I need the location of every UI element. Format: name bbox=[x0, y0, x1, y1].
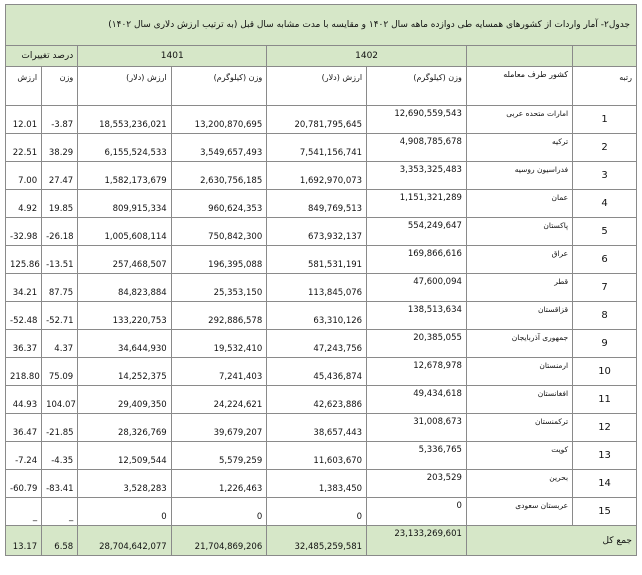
rank-header-spacer bbox=[573, 46, 637, 67]
total-change-value: 13.17 bbox=[6, 526, 42, 556]
value-1402-cell: 113,845,076 bbox=[267, 274, 367, 302]
value-1402-cell: 581,531,191 bbox=[267, 246, 367, 274]
change-weight-cell: 75.09 bbox=[42, 358, 78, 386]
country-cell: کویت bbox=[466, 442, 572, 470]
rank-cell: 15 bbox=[573, 498, 637, 526]
weight-1401-cell: 5,579,259 bbox=[171, 442, 267, 470]
weight-1402-cell: 138,513,634 bbox=[367, 302, 467, 330]
weight-1401-cell: 960,624,353 bbox=[171, 190, 267, 218]
year-1402-header: 1402 bbox=[267, 46, 467, 67]
country-cell: ترکمنستان bbox=[466, 414, 572, 442]
value-1401-cell: 257,468,507 bbox=[78, 246, 171, 274]
country-cell: عربستان سعودی bbox=[466, 498, 572, 526]
weight-1402-cell: 0 bbox=[367, 498, 467, 526]
change-value-cell: -60.79 bbox=[6, 470, 42, 498]
table-row bbox=[6, 358, 637, 386]
value-1402-cell: 673,932,137 bbox=[267, 218, 367, 246]
rank-cell: 13 bbox=[573, 442, 637, 470]
weight-1401-cell: 7,241,403 bbox=[171, 358, 267, 386]
table-row bbox=[6, 414, 637, 442]
total-value-1401: 28,704,642,077 bbox=[78, 526, 171, 556]
country-cell: پاکستان bbox=[466, 218, 572, 246]
table-row bbox=[6, 386, 637, 414]
header-1402-value: ارزش (دلار) bbox=[267, 67, 367, 106]
rank-cell: 3 bbox=[573, 162, 637, 190]
change-weight-cell: -3.87 bbox=[42, 106, 78, 134]
table-row bbox=[6, 330, 637, 358]
weight-1401-cell: 25,353,150 bbox=[171, 274, 267, 302]
value-1401-cell: 133,220,753 bbox=[78, 302, 171, 330]
change-weight-cell: 19.85 bbox=[42, 190, 78, 218]
value-1402-cell: 47,243,756 bbox=[267, 330, 367, 358]
table-row bbox=[6, 106, 637, 134]
weight-1402-cell: 49,434,618 bbox=[367, 386, 467, 414]
change-value-cell: 36.37 bbox=[6, 330, 42, 358]
value-1401-cell: 28,326,769 bbox=[78, 414, 171, 442]
change-value-cell: 34.21 bbox=[6, 274, 42, 302]
country-cell: ترکیه bbox=[466, 134, 572, 162]
value-1401-cell: 84,823,884 bbox=[78, 274, 171, 302]
rank-cell: 7 bbox=[573, 274, 637, 302]
weight-1402-cell: 47,600,094 bbox=[367, 274, 467, 302]
title-row bbox=[6, 5, 637, 46]
value-1401-cell: 1,582,173,679 bbox=[78, 162, 171, 190]
weight-1401-cell: 2,630,756,185 bbox=[171, 162, 267, 190]
country-cell: عمان bbox=[466, 190, 572, 218]
country-cell: فدراسیون روسیه bbox=[466, 162, 572, 190]
rank-cell: 12 bbox=[573, 414, 637, 442]
weight-1402-cell: 1,151,321,289 bbox=[367, 190, 467, 218]
total-value-1402: 32,485,259,581 bbox=[267, 526, 367, 556]
country-cell: ارمنستان bbox=[466, 358, 572, 386]
change-weight-cell: 38.29 bbox=[42, 134, 78, 162]
value-1402-cell: 1,692,970,073 bbox=[267, 162, 367, 190]
change-weight-cell: -4.35 bbox=[42, 442, 78, 470]
rank-cell: 6 bbox=[573, 246, 637, 274]
change-weight-cell: 4.37 bbox=[42, 330, 78, 358]
change-value-cell: 4.92 bbox=[6, 190, 42, 218]
table-row bbox=[6, 134, 637, 162]
value-1401-cell: 1,005,608,114 bbox=[78, 218, 171, 246]
value-1401-cell: 18,553,236,021 bbox=[78, 106, 171, 134]
total-label: جمع کل bbox=[466, 526, 636, 556]
rank-cell: 4 bbox=[573, 190, 637, 218]
column-header-row bbox=[6, 67, 637, 106]
value-1402-cell: 42,623,886 bbox=[267, 386, 367, 414]
rank-cell: 11 bbox=[573, 386, 637, 414]
country-cell: افغانستان bbox=[466, 386, 572, 414]
weight-1402-cell: 4,908,785,678 bbox=[367, 134, 467, 162]
rank-cell: 2 bbox=[573, 134, 637, 162]
report-table-container bbox=[5, 4, 637, 556]
table-row bbox=[6, 470, 637, 498]
change-header: درصد تغییرات bbox=[6, 46, 78, 67]
table-row bbox=[6, 218, 637, 246]
value-1401-cell: 12,509,544 bbox=[78, 442, 171, 470]
change-value-cell: -32.98 bbox=[6, 218, 42, 246]
rank-cell: 1 bbox=[573, 106, 637, 134]
weight-1402-cell: 31,008,673 bbox=[367, 414, 467, 442]
weight-1401-cell: 292,886,578 bbox=[171, 302, 267, 330]
change-value-cell: 44.93 bbox=[6, 386, 42, 414]
weight-1402-cell: 12,678,978 bbox=[367, 358, 467, 386]
change-weight-cell: 104.07 bbox=[42, 386, 78, 414]
country-cell: قزاقستان bbox=[466, 302, 572, 330]
weight-1402-cell: 20,385,055 bbox=[367, 330, 467, 358]
country-cell: جمهوری آذربایجان bbox=[466, 330, 572, 358]
change-weight-cell: -26.18 bbox=[42, 218, 78, 246]
weight-1402-cell: 3,353,325,483 bbox=[367, 162, 467, 190]
value-1402-cell: 20,781,795,645 bbox=[267, 106, 367, 134]
rank-cell: 14 bbox=[573, 470, 637, 498]
value-1401-cell: 0 bbox=[78, 498, 171, 526]
weight-1401-cell: 19,532,410 bbox=[171, 330, 267, 358]
weight-1402-cell: 5,336,765 bbox=[367, 442, 467, 470]
change-value-cell: 7.00 bbox=[6, 162, 42, 190]
total-row bbox=[6, 526, 637, 556]
change-weight-cell: _ bbox=[42, 498, 78, 526]
weight-1401-cell: 3,549,657,493 bbox=[171, 134, 267, 162]
table-row bbox=[6, 274, 637, 302]
weight-1402-cell: 554,249,647 bbox=[367, 218, 467, 246]
value-1401-cell: 809,915,334 bbox=[78, 190, 171, 218]
change-value-cell: 218.80 bbox=[6, 358, 42, 386]
weight-1401-cell: 13,200,870,695 bbox=[171, 106, 267, 134]
table-row bbox=[6, 498, 637, 526]
header-rank: رتبه bbox=[573, 67, 637, 106]
change-value-cell: -7.24 bbox=[6, 442, 42, 470]
change-value-cell: _ bbox=[6, 498, 42, 526]
value-1401-cell: 34,644,930 bbox=[78, 330, 171, 358]
country-cell: امارات متحده عربی bbox=[466, 106, 572, 134]
change-weight-cell: 27.47 bbox=[42, 162, 78, 190]
table-row bbox=[6, 190, 637, 218]
header-country: کشور طرف معامله bbox=[466, 67, 572, 106]
header-1402-weight: وزن (کیلوگرم) bbox=[367, 67, 467, 106]
weight-1401-cell: 1,226,463 bbox=[171, 470, 267, 498]
header-change-weight: وزن bbox=[42, 67, 78, 106]
value-1401-cell: 14,252,375 bbox=[78, 358, 171, 386]
change-value-cell: -52.48 bbox=[6, 302, 42, 330]
value-1402-cell: 11,603,670 bbox=[267, 442, 367, 470]
country-header-spacer bbox=[466, 46, 572, 67]
weight-1401-cell: 0 bbox=[171, 498, 267, 526]
table-title: جدول۲- آمار واردات از کشورهای همسایه طی دوازده ماهه سال ۱۴۰۲ و مقایسه با مدت مشابه سال قبل (به ترتیب ارزش دلاری سال ۱۴۰۲) bbox=[6, 5, 637, 46]
change-weight-cell: 87.75 bbox=[42, 274, 78, 302]
value-1402-cell: 63,310,126 bbox=[267, 302, 367, 330]
value-1401-cell: 3,528,283 bbox=[78, 470, 171, 498]
value-1402-cell: 1,383,450 bbox=[267, 470, 367, 498]
weight-1402-cell: 203,529 bbox=[367, 470, 467, 498]
weight-1401-cell: 196,395,088 bbox=[171, 246, 267, 274]
weight-1402-cell: 169,866,616 bbox=[367, 246, 467, 274]
total-weight-1402: 23,133,269,601 bbox=[367, 526, 467, 556]
weight-1401-cell: 39,679,207 bbox=[171, 414, 267, 442]
change-value-cell: 125.86 bbox=[6, 246, 42, 274]
value-1402-cell: 849,769,513 bbox=[267, 190, 367, 218]
country-cell: بحرین bbox=[466, 470, 572, 498]
rank-cell: 9 bbox=[573, 330, 637, 358]
rank-cell: 8 bbox=[573, 302, 637, 330]
table-row bbox=[6, 162, 637, 190]
rank-cell: 10 bbox=[573, 358, 637, 386]
change-value-cell: 22.51 bbox=[6, 134, 42, 162]
year-header-row bbox=[6, 46, 637, 67]
value-1401-cell: 6,155,524,533 bbox=[78, 134, 171, 162]
total-change-weight: 6.58 bbox=[42, 526, 78, 556]
change-value-cell: 36.47 bbox=[6, 414, 42, 442]
change-weight-cell: -52.71 bbox=[42, 302, 78, 330]
table-row bbox=[6, 442, 637, 470]
total-weight-1401: 21,704,869,206 bbox=[171, 526, 267, 556]
value-1402-cell: 45,436,874 bbox=[267, 358, 367, 386]
header-1401-value: ارزش (دلار) bbox=[78, 67, 171, 106]
value-1402-cell: 0 bbox=[267, 498, 367, 526]
imports-table bbox=[5, 4, 637, 556]
table-row bbox=[6, 302, 637, 330]
header-1401-weight: وزن (کیلوگرم) bbox=[171, 67, 267, 106]
weight-1401-cell: 750,842,300 bbox=[171, 218, 267, 246]
change-weight-cell: -21.85 bbox=[42, 414, 78, 442]
year-1401-header: 1401 bbox=[78, 46, 267, 67]
value-1402-cell: 7,541,156,741 bbox=[267, 134, 367, 162]
weight-1401-cell: 24,224,621 bbox=[171, 386, 267, 414]
value-1402-cell: 38,657,443 bbox=[267, 414, 367, 442]
country-cell: قطر bbox=[466, 274, 572, 302]
change-value-cell: 12.01 bbox=[6, 106, 42, 134]
value-1401-cell: 29,409,350 bbox=[78, 386, 171, 414]
header-change-value: ارزش bbox=[6, 67, 42, 106]
weight-1402-cell: 12,690,559,543 bbox=[367, 106, 467, 134]
change-weight-cell: -13.51 bbox=[42, 246, 78, 274]
table-row bbox=[6, 246, 637, 274]
change-weight-cell: -83.41 bbox=[42, 470, 78, 498]
country-cell: عراق bbox=[466, 246, 572, 274]
rank-cell: 5 bbox=[573, 218, 637, 246]
